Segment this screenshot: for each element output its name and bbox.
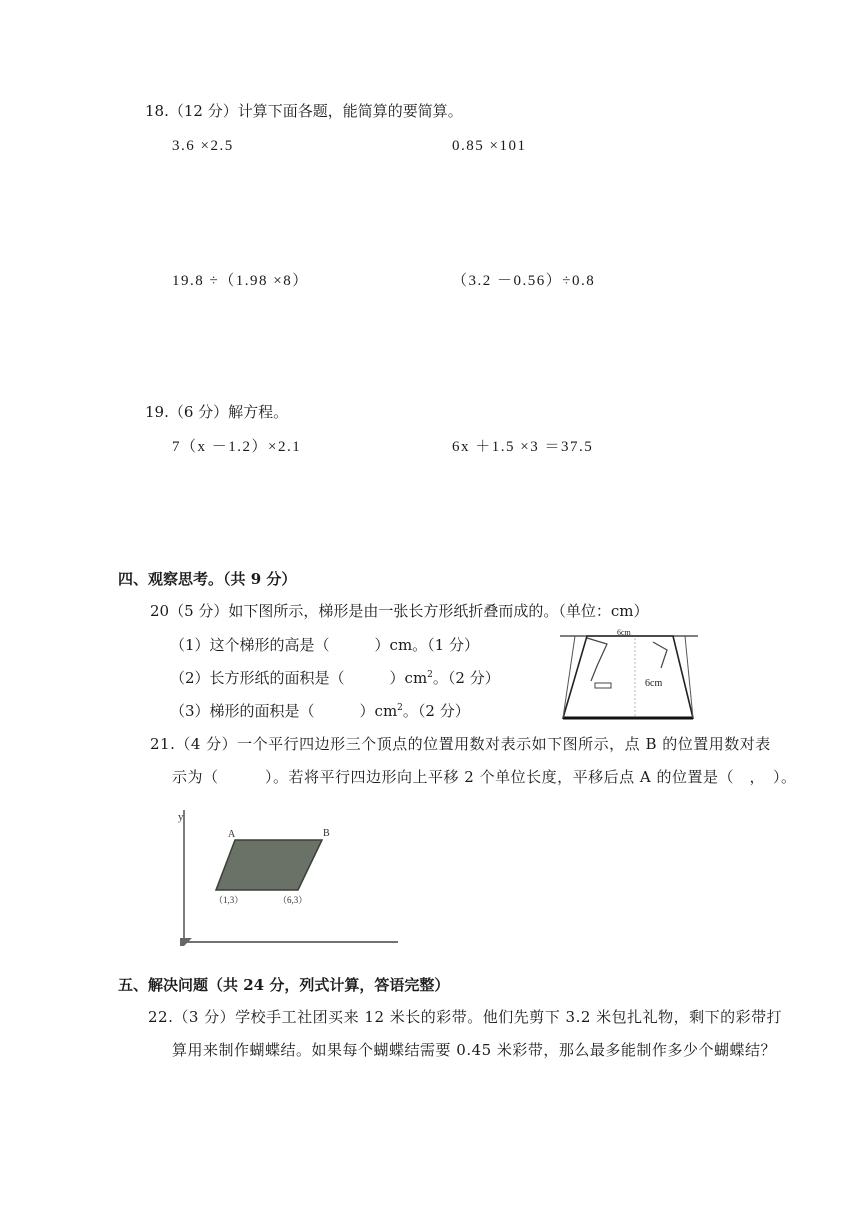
q21-line2: 示为（ ）。若将平行四边形向上平移 2 个单位长度，平移后点 A 的位置是（ ， ）。 (172, 768, 797, 786)
fig-top-label: 6cm (617, 628, 631, 637)
point-c-label: （1,3） (214, 895, 244, 905)
q19-title: 19.（6 分）解方程。 (145, 403, 289, 421)
q19-item-2: 6x ＋1.5 ×3 ＝37.5 (452, 439, 594, 455)
trapezoid-outline (563, 636, 693, 718)
section-4-heading: 四、观察思考。（共 9 分） (118, 570, 297, 588)
fold-tab (595, 683, 611, 688)
q19-item-1: 7（x －1.2）×2.1 (172, 439, 302, 455)
point-a-label: A (228, 829, 236, 840)
section-5-heading: 五、解决问题（共 24 分，列式计算，答语完整） (118, 976, 450, 994)
coordinate-figure (170, 800, 410, 955)
q18-title: 18.（12 分）计算下面各题，能简算的要简算。 (145, 102, 463, 120)
fold-mark-right (653, 642, 667, 668)
parallelogram (216, 840, 322, 890)
point-b-label: B (323, 828, 330, 839)
fig-side-label: 6cm (645, 678, 663, 689)
q20-sub1: （1）这个梯形的高是（ ）cm。（1 分） (170, 636, 479, 654)
fold-mark-left (587, 638, 607, 681)
q18-item-4: （3.2 －0.56）÷0.8 (452, 273, 596, 289)
point-d-label: （6,3） (278, 895, 308, 905)
q21-line1: 21.（4 分）一个平行四边形三个顶点的位置用数对表示如下图所示，点 B 的位置用数对表 (150, 735, 771, 753)
q22-line1: 22.（3 分）学校手工社团买来 12 米长的彩带。他们先剪下 3.2 米包扎礼物，剩下的彩带打 (148, 1008, 783, 1026)
q18-item-2: 0.85 ×101 (452, 138, 527, 154)
q20-sub3: （3）梯形的面积是（ ）$cm^2$。（2 分） (170, 702, 470, 720)
trapezoid-figure (555, 626, 705, 726)
y-axis-label: y (178, 811, 184, 823)
q18-item-3: 19.8 ÷（1.98 ×8） (172, 273, 309, 289)
fold-line-right (685, 636, 693, 718)
q20-title: 20（5 分）如下图所示，梯形是由一张长方形纸折叠而成的。（单位：cm） (150, 602, 649, 620)
q18-item-1: 3.6 ×2.5 (172, 138, 234, 154)
fold-line-left (563, 636, 575, 718)
q20-sub2: （2）长方形纸的面积是（ ）$cm^2$。（2 分） (170, 669, 500, 687)
q22-line2: 算用来制作蝴蝶结。如果每个蝴蝶结需要 0.45 米彩带，那么最多能制作多少个蝴蝶结？ (172, 1041, 776, 1059)
